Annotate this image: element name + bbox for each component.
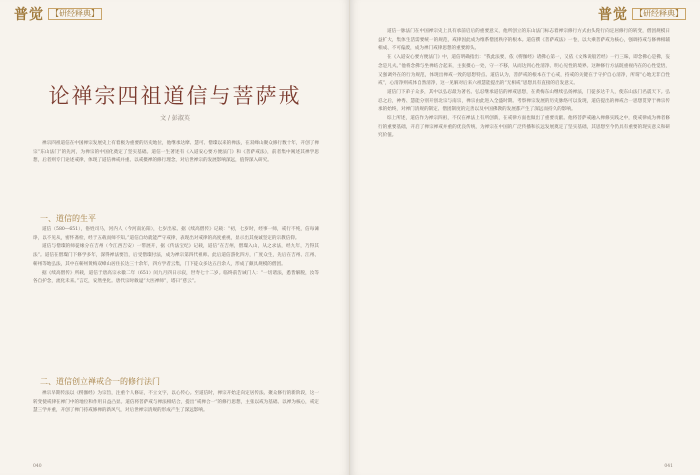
right-body-text bbox=[378, 28, 670, 141]
right-paragraph: 在《入道安心要方便法门》中，道信明确指出：“我此法要，依《楞伽经》诸佛心第一，又依《文殊说般若经》一行三昧，即念佛心是佛，妄念是凡夫。”他将念佛与坐禅结合起来，主张摄心一处，守一不移，从而达到心性清净、明心见性的境界。这种修行方法既重视内在的心性觉悟，又强调外在的行为规范，体现出禅戒一致的思想特点。道信认为，菩萨戒的根本在于心戒，持戒的关键在于守护自心清净，所谓“心地无非自性戒”，心清净则戒体自然清净，这一见解对后来六祖慧能提出的“无相戒”思想具有直接的启发意义。 bbox=[378, 55, 670, 87]
section-heading-1: 一、道信的生平 bbox=[40, 214, 96, 223]
right-page bbox=[350, 0, 700, 475]
section-2-paragraph: 禅宗早期传法以《楞伽经》为宗旨，注重个人修证，不立文字，以心传心。至道信时，禅宗开始走向定居传法、聚众修行的新阶段，这一转变使戒律在禅门中的地位和作用日益凸显。道信将菩萨戒与禅法相结合，提出“戒禅合一”的修行思想，主张以戒为基础、以禅为核心，戒定慧三学并重，开创了禅门持戒修禅的新风气，对后世禅宗清规的形成产生了深远影响。 bbox=[33, 391, 319, 414]
section-heading-2: 二、道信创立禅戒合一的修行法门 bbox=[40, 377, 160, 386]
article-byline: 文 / 彭淑英 bbox=[160, 115, 190, 122]
column-label: 【研经释典】 bbox=[48, 8, 102, 20]
brand-logo: 普觉 bbox=[598, 7, 628, 23]
section-1-text bbox=[33, 226, 319, 287]
page-number-left: 040 bbox=[33, 464, 42, 469]
section-2-text bbox=[33, 390, 319, 416]
right-paragraph: 道信门下弟子众多，其中以弘忍最为著名。弘忍继承道信的禅戒思想，在黄梅东山继续弘扬禅法，门徒多达千人，使东山法门名震天下。弘忍之后，神秀、慧能分别开创北宗与南宗，禅宗由此进入全盛时期。考察禅宗发展的历史脉络可以发现，道信提出的禅戒合一思想贯穿于禅宗传承的始终，对禅门清规的制定、僧团制度的完善以及中国佛教的发展都产生了深远而持久的影响。 bbox=[378, 89, 670, 113]
intro-text bbox=[33, 140, 319, 166]
article-title: 论禅宗四祖道信与菩萨戒 bbox=[48, 84, 302, 108]
right-header bbox=[598, 6, 686, 22]
page-number-right: 041 bbox=[664, 464, 673, 469]
left-header bbox=[14, 6, 102, 22]
section-1-paragraph: 据《续高僧传》所载，道信于唐高宗永徽二年（651）闰九月四日示寂，世寿七十二岁。临终前告诫门人：“一切诸法，悉皆解脱，汝等各自护念，流化未来。”言讫，安然坐化。唐代宗时敕谥“大医禅师”，塔曰“慈云”。 bbox=[33, 270, 319, 285]
right-paragraph: 综上所述，道信作为禅宗四祖，不仅在禅法上有所创新，在戒律方面也做出了重要贡献。他将菩萨戒融入禅修实践之中，使戒律成为禅者修行的重要基础，开启了禅宗禅戒并重的优良传统，为禅宗在中国的广泛传播和长远发展奠定了坚实基础，其思想至今仍具有重要的现实意义和研究价值。 bbox=[378, 116, 670, 139]
column-label: 【研经释典】 bbox=[632, 8, 686, 20]
section-1-paragraph: 道信（580—651），俗姓司马，河内人（今河南沁阳），七岁出家。据《续高僧传》记载：“初，七岁时，经事一师，戒行不纯，信每谏诤，以不见从，密怀斋检，经于五载而师不知。”道信自幼就能严守戒律，表现出对戒律的高度重视，显示出其虔诚坚定的宗教信仰。 bbox=[33, 227, 319, 241]
brand-logo: 普觉 bbox=[14, 7, 44, 23]
right-paragraph: 道信一脉法门在中国禅宗史上具有承前启后的重要意义，他所创立的东山法门标志着禅宗修行方式由头陀行向定居修行的转变，僧团规模日益扩大，集体生活需要统一的规范，戒律因此成为维系僧团秩序的根本。道信撰《菩萨戒法》一卷，以大乘菩萨戒为核心，强调持戒与修禅相辅相成、不可偏废，成为禅门戒律思想的重要源头。 bbox=[378, 29, 670, 52]
intro-paragraph: 禅宗四祖道信在中国禅宗发展史上有着极为重要的历史地位，他继承达摩、慧可、僧璨以来的禅法，在双峰山聚众修行数十年，开创了禅宗“东山法门”的先河，为禅宗的中国化奠定了坚实基础。道信一生著述有《入道安心要方便法门》和《菩萨戒法》，前者集中阐述其禅学思想，后者则专门论述戒律，体现了道信禅戒并重、以戒摄禅的修行理念，对后世禅宗的发展影响深远，值得深入研究。 bbox=[33, 141, 319, 164]
section-1-paragraph: 道信与僧璨的师徒缘分在吉州（今江西吉安）一带展开，据《传法宝纪》记载，道信“在吉州，僧璨入山，从之求法，经九年，乃得其法”。道信在僧璨门下修学多年，深得禅法要旨，后受僧璨付法，成为禅宗第四代祖师。此后道信游化四方，广度众生，先后在吉州、江州、蕲州等地弘法，其中在蕲州黄梅双峰山居住长达三十余年，四方学者云集，门下徒众多达五百余人，形成了颇具规模的僧团。 bbox=[33, 244, 319, 267]
